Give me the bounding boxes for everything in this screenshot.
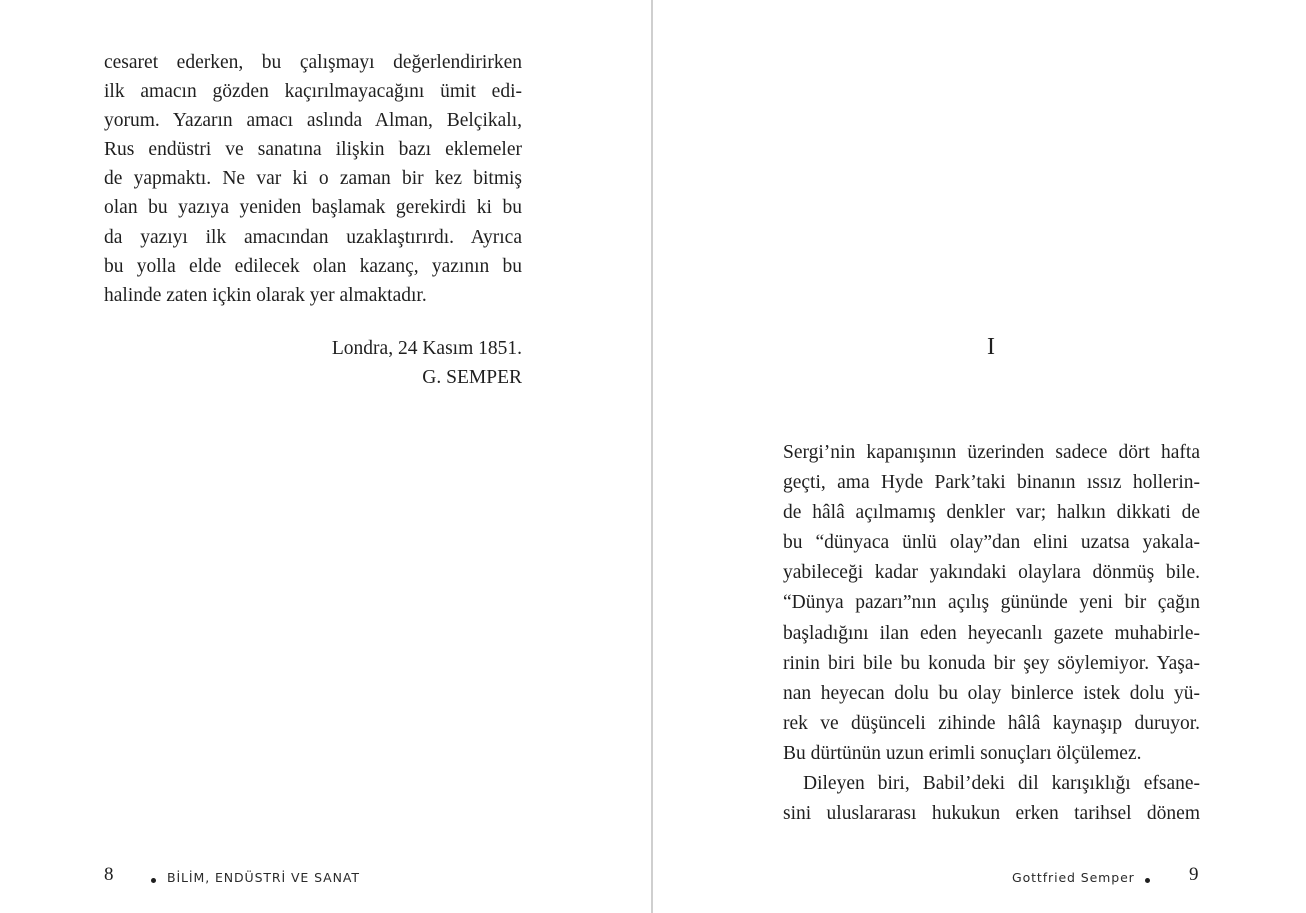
- text-line: cesaret ederken, bu çalışmayı değerlendirirken: [104, 52, 522, 73]
- right-page-body: [783, 438, 1200, 829]
- signature-name: G. SEMPER: [422, 367, 522, 388]
- preface-signature: [300, 334, 522, 392]
- text-line: rinin biri bile bu konuda bir şey söylemiyor. Yaşa-: [783, 652, 1200, 674]
- text-line: “Dünya pazarı”nın açılış gününde yeni bir çağın: [783, 592, 1200, 614]
- text-line: başladığını ilan eden heyecanlı gazete muhabirle-: [783, 622, 1200, 644]
- text-line: de hâlâ açılmamış denkler var; halkın dikkati de: [783, 502, 1200, 524]
- chapter-number: I: [987, 334, 995, 360]
- text-line: bu “dünyaca ünlü olay”dan elini uzatsa yakala-: [783, 532, 1200, 554]
- text-line: yorum. Yazarın amacı aslında Alman, Belçikalı,: [104, 110, 522, 132]
- text-line: ilk amacın gözden kaçırılmayacağını ümit edi-: [104, 81, 522, 103]
- left-page-body: [104, 48, 522, 310]
- page-number: 9: [1189, 864, 1199, 885]
- text-line: yabileceği kadar yakındaki olaylara dönmüş bile.: [783, 562, 1200, 584]
- bullet-icon: [1145, 878, 1150, 883]
- signature-place-date: Londra, 24 Kasım 1851.: [331, 338, 522, 359]
- running-head: Gottfried Semper: [1012, 870, 1135, 885]
- left-page: [0, 0, 651, 913]
- text-line: de yapmaktı. Ne var ki o zaman bir kez bitmiş: [104, 168, 522, 190]
- page-number: 8: [104, 864, 114, 885]
- text-line: Sergi’nin kapanışının üzerinden sadece dört hafta: [783, 442, 1200, 463]
- text-line: olan bu yazıya yeniden başlamak gerekirdi ki bu: [104, 197, 522, 219]
- text-line: bu yolla elde edilecek olan kazanç, yazının bu: [104, 255, 522, 277]
- text-line: sini uluslararası hukukun erken tarihsel dönem: [783, 803, 1200, 825]
- text-line: halinde zaten içkin olarak yer almaktadır.: [104, 284, 427, 306]
- text-line: geçti, ama Hyde Park’taki binanın ıssız hollerin-: [783, 472, 1200, 494]
- text-line: Bu dürtünün uzun erimli sonuçları ölçülemez.: [783, 742, 1142, 764]
- text-line: Rus endüstri ve sanatına ilişkin bazı eklemeler: [104, 139, 522, 161]
- bullet-icon: [151, 878, 156, 883]
- right-page: [653, 0, 1306, 913]
- text-line: rek ve düşünceli zihinde hâlâ kaynaşıp duruyor.: [783, 712, 1200, 734]
- text-line: nan heyecan dolu bu olay binlerce istek dolu yü-: [783, 682, 1200, 704]
- running-head: BİLİM, ENDÜSTRİ VE SANAT: [167, 870, 360, 885]
- text-line: da yazıyı ilk amacından uzaklaştırırdı. Ayrıca: [104, 226, 522, 248]
- text-line: Dileyen biri, Babil’deki dil karışıklığı efsane-: [803, 773, 1200, 795]
